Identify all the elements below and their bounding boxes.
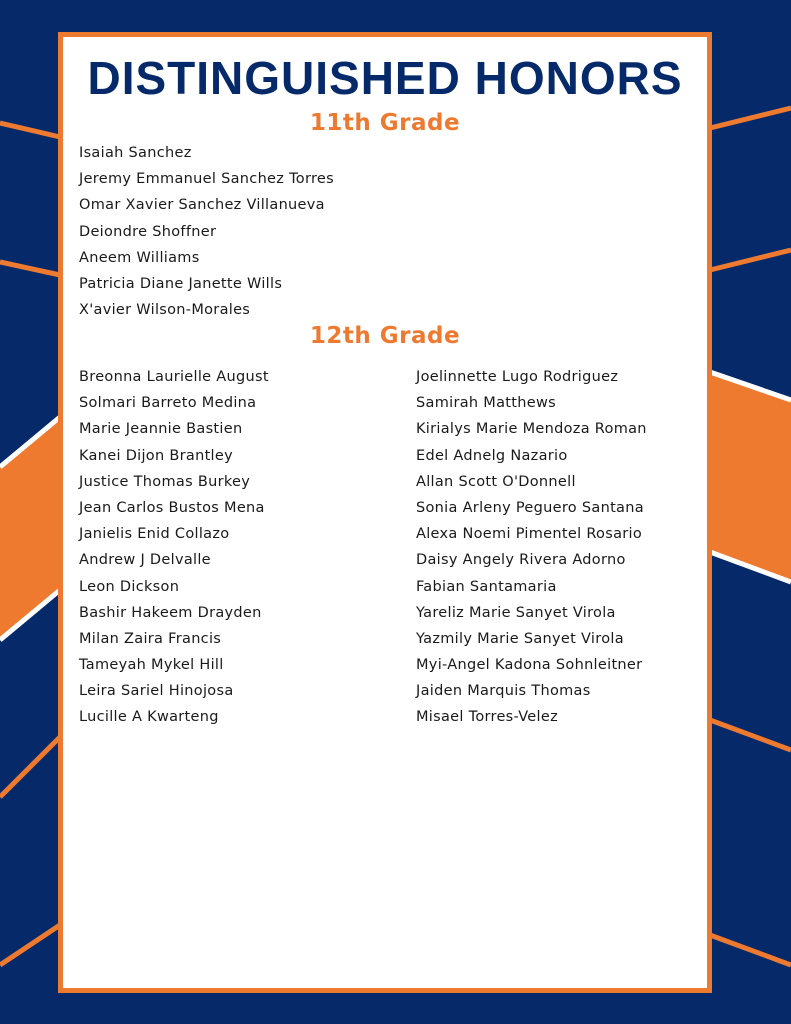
honoree-name: Myi-Angel Kadona Sohnleitner [416,657,643,674]
grade-12-list-right [416,364,647,731]
honoree-name: Janielis Enid Collazo [79,526,230,543]
honoree-name: Jaiden Marquis Thomas [416,683,591,700]
honors-card [58,32,712,993]
page-title: DISTINGUISHED HONORS [87,52,683,104]
honoree-name: Aneem Williams [79,249,200,266]
honoree-name: Andrew J Delvalle [79,552,211,569]
honoree-name: Allan Scott O'Donnell [416,473,576,490]
grade-12-heading: 12th Grade [309,323,461,349]
honoree-name: Solmari Barreto Medina [79,395,257,412]
honoree-name: Fabian Santamaria [416,578,557,595]
honoree-name: Breonna Laurielle August [79,369,269,385]
honoree-name: Deiondre Shoffner [79,223,217,240]
honoree-name: Leon Dickson [79,578,180,595]
honoree-name: Marie Jeannie Bastien [79,421,243,438]
honoree-name: Patricia Diane Janette Wills [79,275,283,292]
honoree-name: Justice Thomas Burkey [79,473,251,490]
honoree-name: Misael Torres-Velez [416,709,558,726]
honoree-name: Milan Zaira Francis [79,630,222,647]
honoree-name: Kirialys Marie Mendoza Roman [416,421,647,438]
honoree-name: Bashir Hakeem Drayden [79,604,262,621]
honoree-name: Yazmily Marie Sanyet Virola [416,630,624,647]
honoree-name: Samirah Matthews [416,395,556,412]
honoree-name: Tameyah Mykel Hill [79,657,224,674]
honoree-name: Isaiah Sanchez [79,145,192,161]
honoree-name: Omar Xavier Sanchez Villanueva [79,197,325,214]
honoree-name: Lucille A Kwarteng [79,709,219,726]
honoree-name: Daisy Angely Rivera Adorno [416,552,626,569]
honoree-name: Edel Adnelg Nazario [416,447,568,464]
grade-11-list [79,140,334,323]
honoree-name: X'avier Wilson-Morales [79,302,251,319]
honoree-name: Alexa Noemi Pimentel Rosario [416,526,643,543]
honoree-name: Leira Sariel Hinojosa [79,683,234,700]
honoree-name: Kanei Dijon Brantley [79,447,233,464]
honoree-name: Joelinnette Lugo Rodriguez [416,369,619,385]
honoree-name: Jean Carlos Bustos Mena [79,499,265,516]
grade-12-list-left [79,364,269,731]
grade-11-heading: 11th Grade [309,110,461,136]
honoree-name: Sonia Arleny Peguero Santana [416,499,644,516]
honoree-name: Jeremy Emmanuel Sanchez Torres [79,171,334,188]
honoree-name: Yareliz Marie Sanyet Virola [416,604,616,621]
